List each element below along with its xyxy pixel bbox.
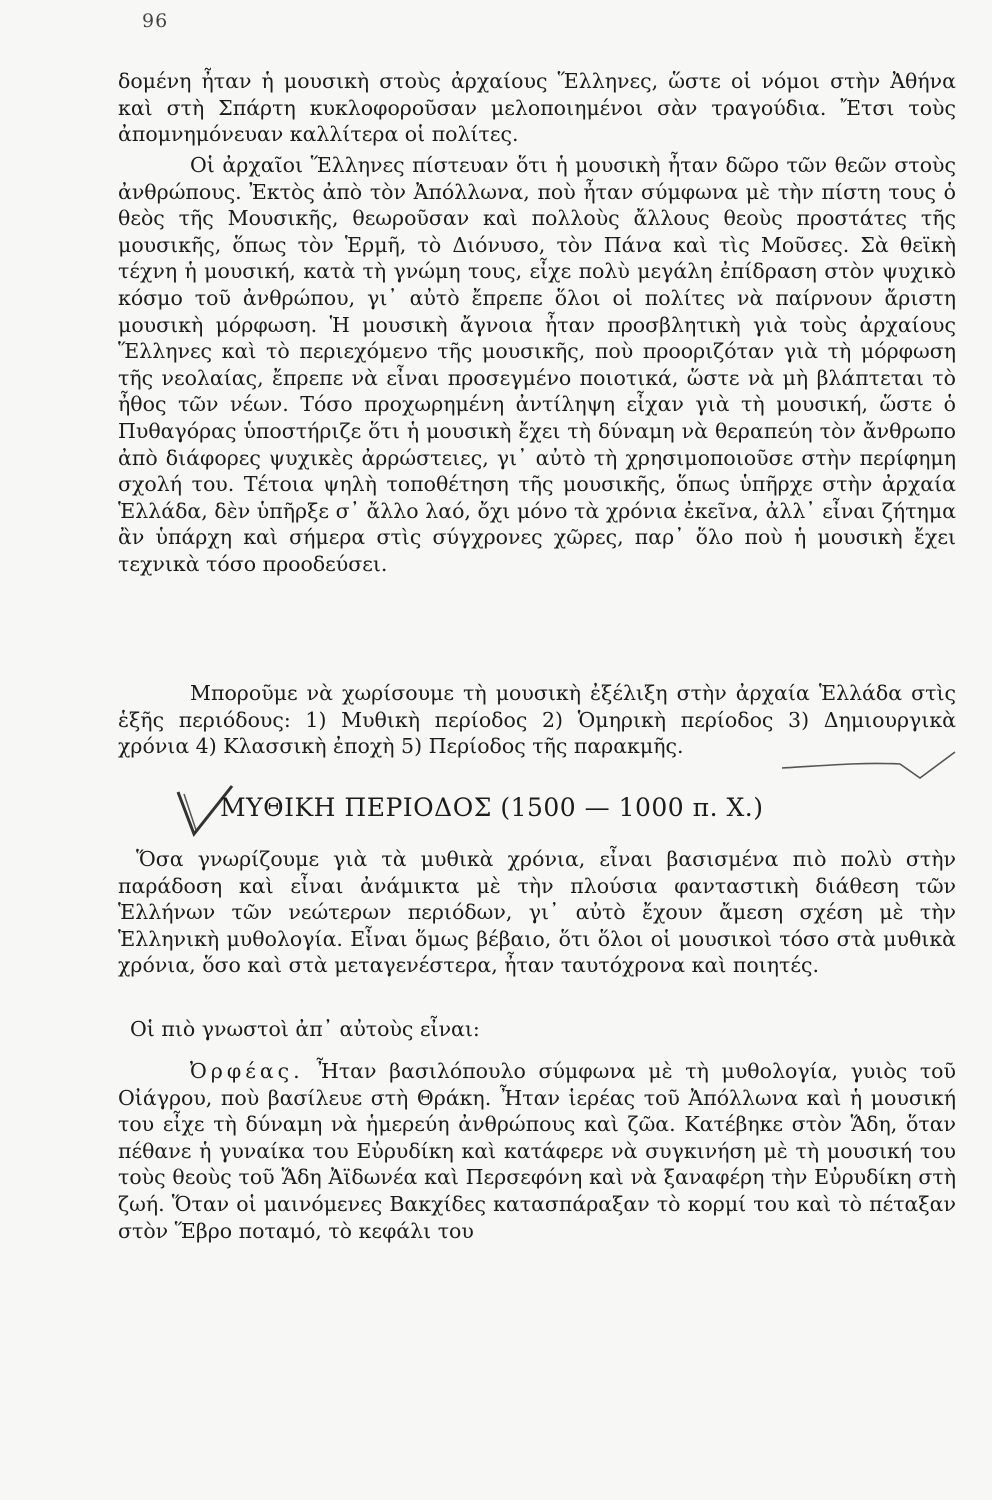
- paragraph-text: Ὅσα γνωρίζουμε γιὰ τὰ μυθικὰ χρόνια, εἶναι βασισμένα πιὸ πολὺ στὴν παράδοση καὶ εἶναι ἀνάμικτα μὲ τὴν πλούσια φανταστικὴ διάθεση τῶν Ἑλλήνων τῶν νεώτερων περιόδων, γι᾽ αὐτὸ ἔχουν ἄμεση σχέση μὲ τὴν Ἑλληνικὴ μυθολογία. Εἶναι ὅμως βέβαιο, ὅτι ὅλοι οἱ μουσικοὶ τόσο στὰ μυθικὰ χρόνια, ὅσο καὶ στὰ μεταγενέστερα, ἦταν ταυτόχρονα καὶ ποιητές.: [118, 847, 956, 978]
- pencil-mark-icon: [780, 748, 960, 788]
- orpheus-name: Ὀρφέας.: [190, 1059, 304, 1083]
- paragraph-mythic-years: [118, 846, 956, 979]
- paragraph-text: Μποροῦμε νὰ χωρίσουμε τὴ μουσικὴ ἐξέλιξη στὴν ἀρχαία Ἑλλάδα στὶς ἑξῆς περιόδους: 1) Μυθικὴ περίοδος 2) Ὁμηρικὴ περίοδος 3) Δημιουργικὰ χρόνια 4) Κλασσικὴ ἐποχὴ 5) Περίοδος τῆς παρακμῆς.: [118, 681, 956, 759]
- paragraph-known-musicians: [118, 1016, 956, 1043]
- orpheus-description: Ἦταν βασιλόπουλο σύμφωνα μὲ τὴ μυθολογία, γυιὸς τοῦ Οἰάγρου, ποὺ βασίλευε στὴ Θράκη. Ἦταν ἱερέας τοῦ Ἀπόλλωνα καὶ ἡ μουσική του εἶχε τὴ δύναμη νὰ ἡμερεύη ἀνθρώπους καὶ ζῶα. Κατέβηκε στὸν Ἅδη, ὅταν πέθανε ἡ γυναίκα του Εὐρυδίκη καὶ κατάφερε νὰ συγκινήση μὲ τὴ μουσική του τοὺς θεοὺς τοῦ Ἅδη Ἀϊδωνέα καὶ Περσεφόνη καὶ νὰ ξαναφέρη τὴν Εὐρυδίκη στὴ ζωή. Ὅταν οἱ μαινόμενες Βακχίδες κατασπάραξαν τὸ κορμί του καὶ τὸ πέταξαν στὸν Ἕβρο ποταμό, τὸ κεφάλι του: [118, 1059, 956, 1243]
- paragraph-opening: [118, 68, 956, 148]
- paragraph-text: Οἱ ἀρχαῖοι Ἕλληνες πίστευαν ὅτι ἡ μουσικὴ ἦταν δῶρο τῶν θεῶν στοὺς ἀνθρώπους. Ἐκτὸς ἀπὸ τὸν Ἀπόλλωνα, ποὺ ἦταν σύμφωνα μὲ τὴν πίστη τους ὁ θεὸς τῆς Μουσικῆς, θεωροῦσαν καὶ πολλοὺς ἄλλους θεοὺς προστάτες τῆς μουσικῆς, ὅπως τὸν Ἑρμῆ, τὸ Διόνυσο, τὸν Πάνα καὶ τὶς Μοῦσες. Σὰ θεϊκὴ τέχνη ἡ μουσική, κατὰ τὴ γνώμη τους, εἶχε πολὺ μεγάλη ἐπίδραση στὸν ψυχικὸ κόσμο τοῦ ἀνθρώπου, γι᾽ αὐτὸ ἔπρεπε ὅλοι οἱ πολίτες νὰ παίρνουν ἄριστη μουσικὴ μόρφωση. Ἡ μουσικὴ ἄγνοια ἦταν προσβλητικὴ γιὰ τοὺς ἀρχαίους Ἕλληνες καὶ τὸ περιεχόμενο τῆς μουσικῆς, ποὺ προοριζόταν γιὰ τὴ μόρφωση τῆς νεολαίας, ἔπρεπε νὰ εἶναι προσεγμένο ποιοτικά, ὥστε νὰ μὴ βλάπτεται τὸ ἦθος τῶν νέων. Τόσο προχωρημένη ἀντίληψη εἶχαν γιὰ τὴ μουσική, ὥστε ὁ Πυθαγόρας ὑποστήριζε ὅτι ἡ μουσικὴ ἔχει τὴ δύναμη νὰ θεραπεύη τὸν ἄνθρωπο ἀπὸ διάφορες ψυχικὲς ἀρρώστειες, γι᾽ αὐτὸ τὴ χρησιμοποιοῦσε στὴν περίφημη σχολή του. Τέτοια ψηλὴ τοποθέτηση τῆς μουσικῆς, ὅπως ὑπῆρχε στὴν ἀρχαία Ἑλλάδα, δὲν ὑπῆρξε σ᾽ ἄλλο λαό, ὄχι μόνο τὰ χρόνια ἐκεῖνα, ἀλλ᾽ εἶναι ζήτημα ἂν ὑπάρχη καὶ σήμερα στὶς σύγχρονες χῶρες, παρ᾽ ὅλο ποὺ ἡ μουσικὴ ἔχει τεχνικὰ τόσο προοδεύσει.: [118, 153, 956, 576]
- paragraph-orpheus-text: [118, 1058, 956, 1244]
- paragraph-text: δομένη ἦταν ἡ μουσικὴ στοὺς ἀρχαίους Ἕλληνες, ὥστε οἱ νόμοι στὴν Ἀθήνα καὶ στὴ Σπάρτη κυκλοφοροῦσαν μελοποιημένοι σὰν τραγούδια. Ἔτσι τοὺς ἀπομνημόνευαν καλλίτερα οἱ πολίτες.: [118, 69, 956, 147]
- paragraph-orpheus: [118, 1058, 956, 1244]
- section-heading: ΜΥΘΙΚΗ ΠΕΡΙΟΔΟΣ (1500 — 1000 π. Χ.): [220, 793, 764, 822]
- paragraph-text: Οἱ πιὸ γνωστοὶ ἀπ᾽ αὐτοὺς εἶναι:: [130, 1017, 480, 1041]
- page-number: 96: [142, 10, 169, 32]
- paragraph-gods-of-music: [118, 152, 956, 578]
